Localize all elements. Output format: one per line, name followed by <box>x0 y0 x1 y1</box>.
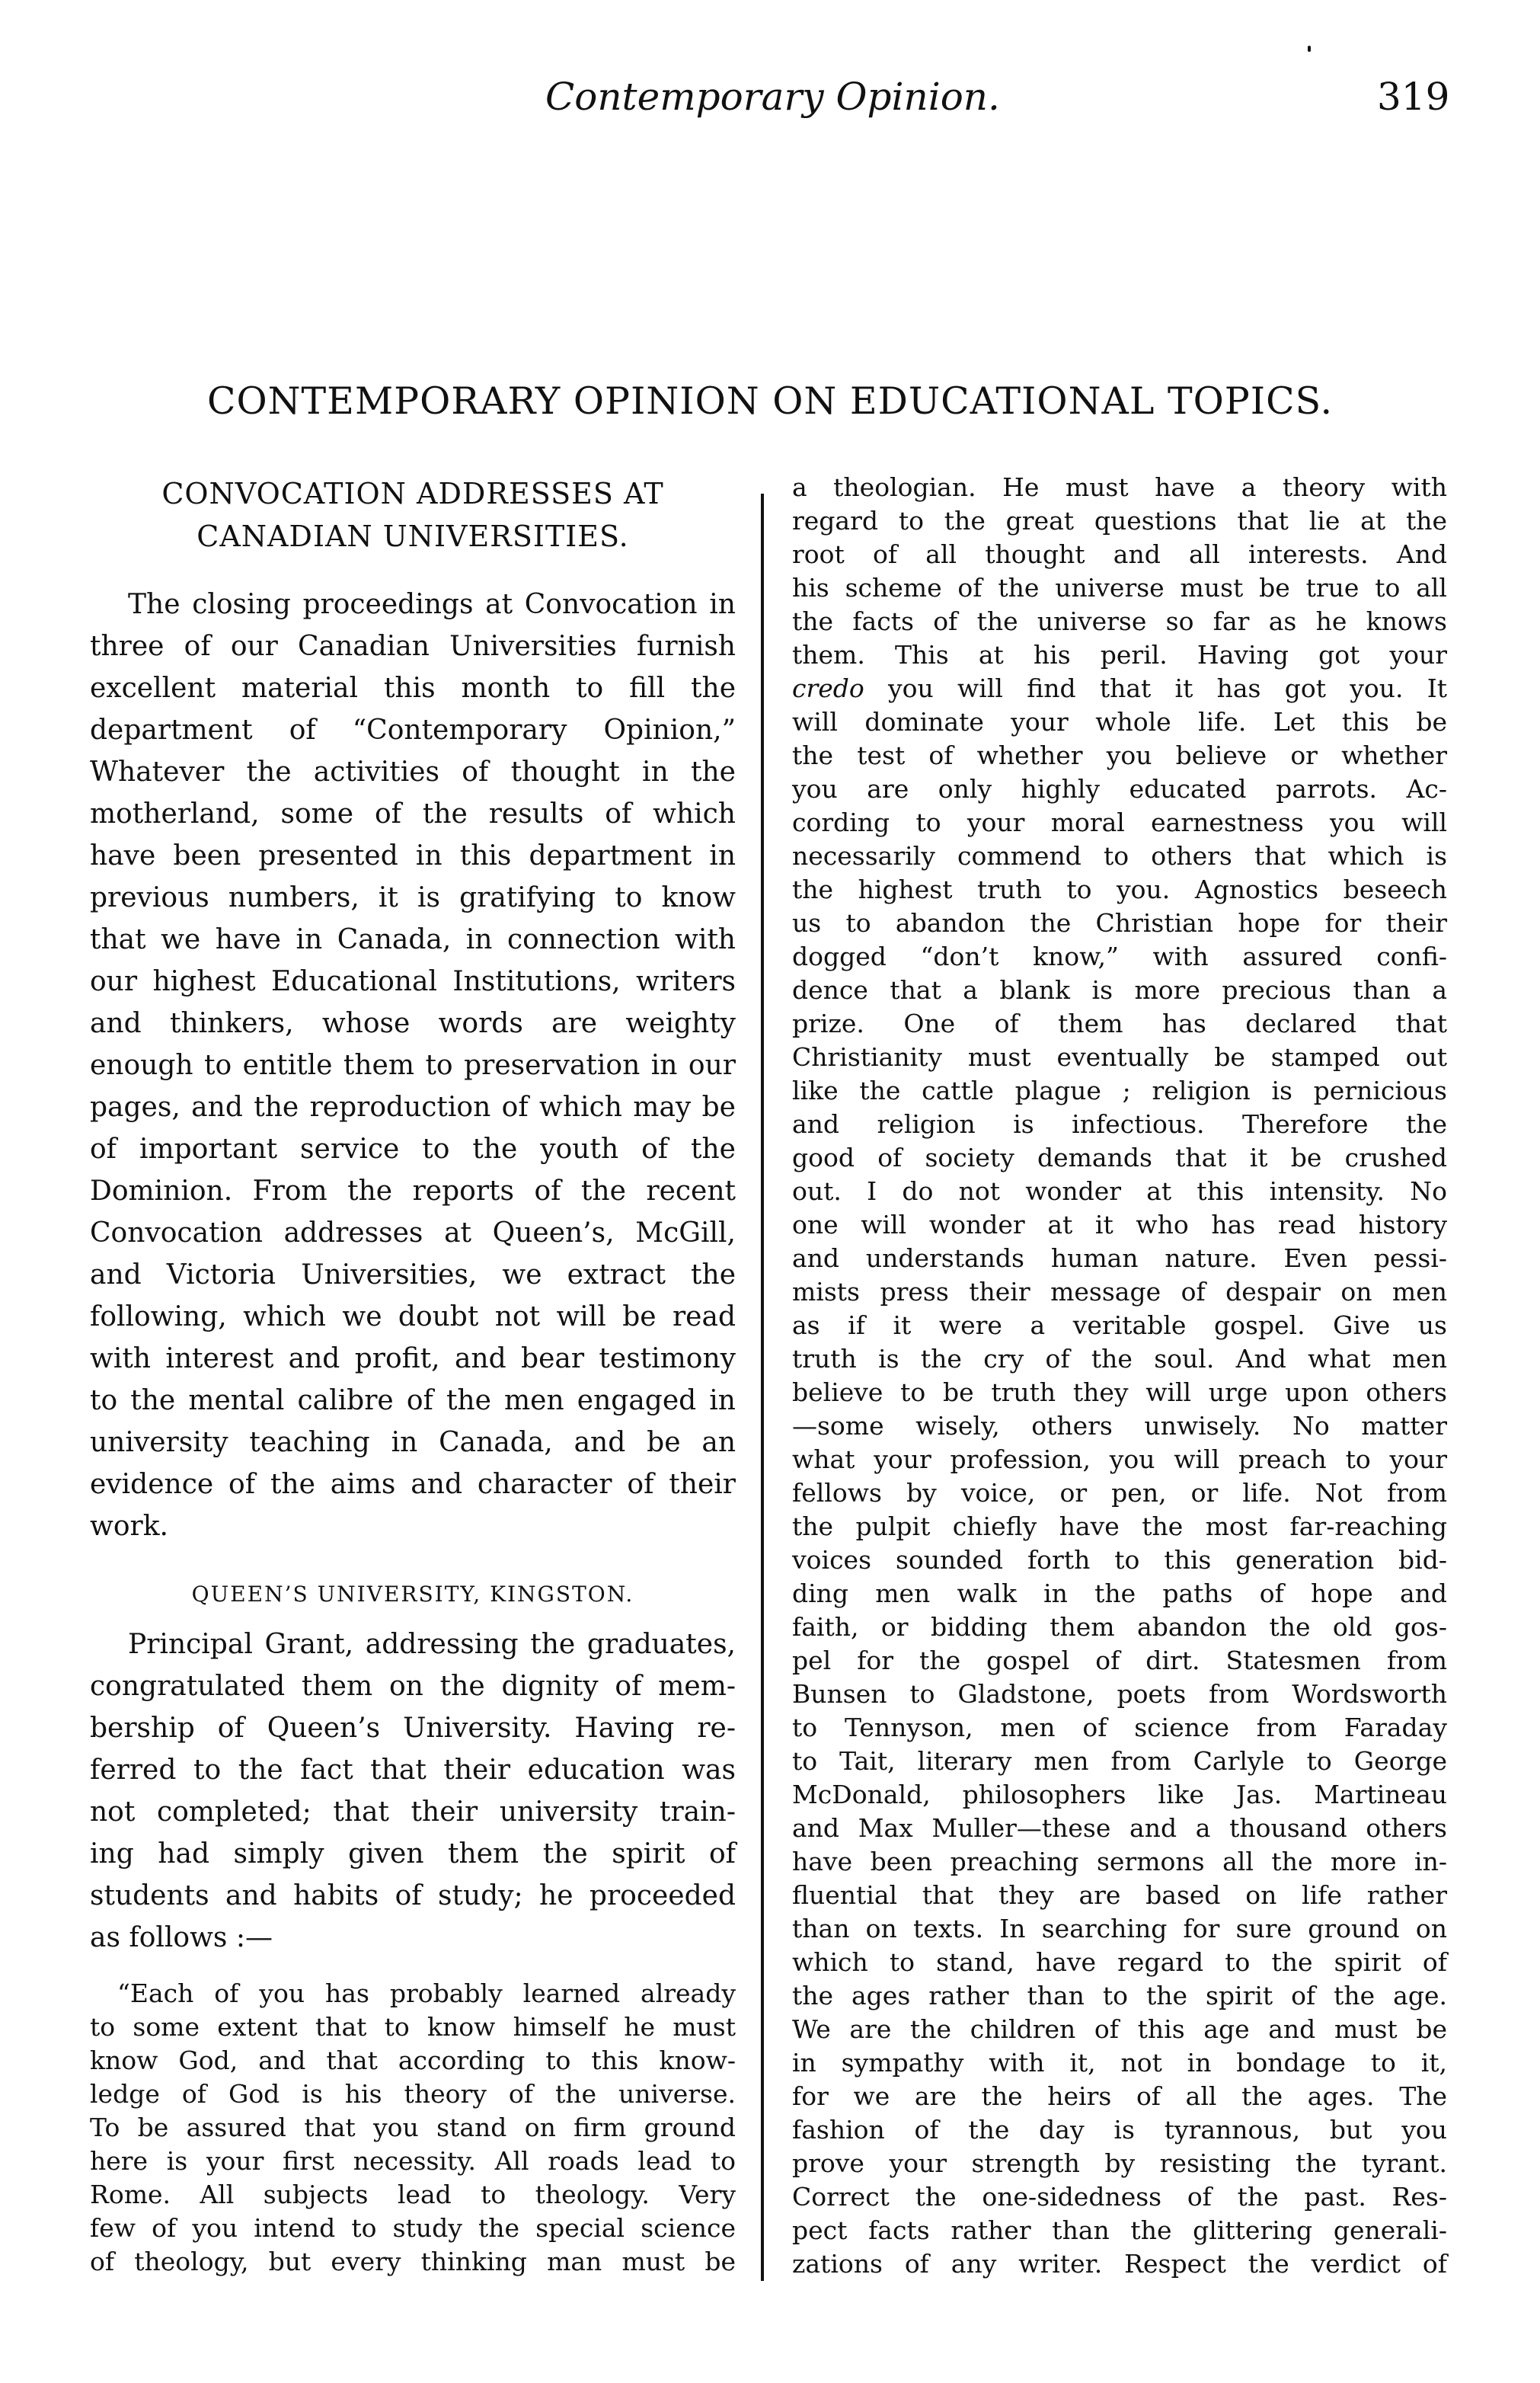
page-number: 319 <box>1377 75 1450 119</box>
text-line <box>792 1946 1447 1979</box>
text-line <box>792 2046 1447 2080</box>
line-text: out. I do not wonder at this intensity. No <box>792 1176 1447 1206</box>
line-text: mists press their message of despair on men <box>792 1277 1447 1307</box>
line-text: and understands human nature. Even pessi- <box>792 1243 1447 1273</box>
line-text: them. This at his peril. Having got your <box>792 640 1447 670</box>
text-line <box>792 1644 1447 1678</box>
text-line <box>792 1778 1447 1812</box>
line-text: his scheme of the universe must be true to all <box>792 573 1447 603</box>
text-line: work. <box>90 1511 168 1542</box>
intro-paragraph <box>90 584 736 1547</box>
line-text: good of society demands that it be crushed <box>792 1143 1447 1172</box>
text-line: following, which we doubt not will be read <box>90 1301 736 1332</box>
section-heading <box>90 472 736 558</box>
text-line <box>792 672 1447 705</box>
text-line: have been presented in this department in <box>90 840 736 872</box>
text-line <box>792 571 1447 605</box>
text-line <box>792 1577 1447 1611</box>
text-line <box>792 940 1447 974</box>
text-line: and thinkers, whose words are weighty <box>90 1008 736 1039</box>
text-line <box>792 1108 1447 1141</box>
line-text: us to abandon the Christian hope for their <box>792 908 1447 938</box>
line-text: for we are the heirs of all the ages. The <box>792 2081 1447 2111</box>
line-text: one will wonder at it who has read history <box>792 1210 1447 1239</box>
line-text: root of all thought and all interests. And <box>792 539 1447 569</box>
text-line: “Each of you has probably learned already <box>117 1978 736 2008</box>
line-text: regard to the great questions that lie at the <box>792 506 1447 536</box>
text-line <box>792 739 1447 772</box>
text-line: Rome. All subjects lead to theology. Very <box>90 2180 736 2209</box>
text-line: pages, and the reproduction of which may be <box>90 1092 736 1123</box>
text-line: The closing proceedings at Convocation in <box>128 589 736 620</box>
text-line: department of “Contemporary Opinion,” <box>90 715 736 746</box>
line-text: faith, or bidding them abandon the old gos- <box>792 1612 1447 1642</box>
line-text: to Tait, literary men from Carlyle to George <box>792 1746 1447 1776</box>
text-line <box>792 1409 1447 1443</box>
text-line: ferred to the fact that their education was <box>90 1754 736 1786</box>
text-line <box>792 1711 1447 1745</box>
line-text: fluential that they are based on life rather <box>792 1880 1447 1910</box>
text-line: congratulated them on the dignity of mem- <box>90 1671 736 1702</box>
text-line <box>792 538 1447 571</box>
text-line <box>792 504 1447 538</box>
text-line: Dominion. From the reports of the recent <box>90 1176 736 1207</box>
text-line <box>792 1476 1447 1510</box>
column-divider <box>761 494 764 2281</box>
right-column <box>792 471 1447 2281</box>
line-text: Christianity must eventually be stamped out <box>792 1042 1447 1072</box>
line-text: the highest truth to you. Agnostics beseech <box>792 875 1447 904</box>
text-line: few of you intend to study the special science <box>90 2213 736 2243</box>
line-text: and Max Muller—these and a thousand others <box>792 1813 1447 1843</box>
line-text: and religion is infectious. Therefore the <box>792 1109 1447 1139</box>
text-line: not completed; that their university train- <box>90 1796 736 1828</box>
text-line <box>792 806 1447 840</box>
line-text: the facts of the universe so far as he knows <box>792 606 1447 636</box>
italic-word: credo <box>792 673 864 703</box>
text-line <box>792 1443 1447 1476</box>
text-line <box>792 1376 1447 1409</box>
text-line: ledge of God is his theory of the universe. <box>90 2079 736 2109</box>
text-line: as follows :— <box>90 1922 273 1953</box>
line-text: dogged “don’t know,” with assured confi- <box>792 942 1447 971</box>
text-line <box>792 1979 1447 2013</box>
text-line: know God, and that according to this know- <box>90 2046 736 2075</box>
grant-paragraph <box>90 1623 736 1959</box>
left-column <box>90 472 736 2279</box>
text-line <box>792 873 1447 907</box>
running-head <box>0 75 1540 128</box>
text-line <box>792 471 1447 504</box>
text-line: to some extent that to know himself he must <box>90 2012 736 2042</box>
line-text: dence that a blank is more precious than a <box>792 975 1447 1005</box>
text-line: and Victoria Universities, we extract the <box>90 1259 736 1291</box>
text-line: students and habits of study; he proceeded <box>90 1880 736 1911</box>
text-line: enough to entitle them to preservation in our <box>90 1050 736 1081</box>
text-line <box>792 2214 1447 2247</box>
line-text: McDonald, philosophers like Jas. Martineau <box>792 1780 1447 1809</box>
text-line: of important service to the youth of the <box>90 1134 736 1165</box>
text-line <box>792 2247 1447 2281</box>
text-line <box>792 1074 1447 1108</box>
text-line <box>792 1745 1447 1778</box>
text-line <box>792 1510 1447 1543</box>
text-line <box>792 1611 1447 1644</box>
line-text: what your profession, you will preach to your <box>792 1444 1447 1474</box>
line-text: in sympathy with it, not in bondage to it, <box>792 2048 1447 2078</box>
text-line <box>792 907 1447 940</box>
text-line: Whatever the activities of thought in the <box>90 756 736 788</box>
line-text: pel for the gospel of dirt. Statesmen from <box>792 1646 1447 1675</box>
text-line <box>792 2147 1447 2180</box>
line-text: We are the children of this age and must be <box>792 2014 1447 2044</box>
line-text: necessarily commend to others that which is <box>792 841 1447 871</box>
line-text: the test of whether you believe or whether <box>792 740 1447 770</box>
text-line <box>792 1912 1447 1946</box>
line-text: like the cattle plague ; religion is pernicious <box>792 1076 1447 1105</box>
line-text: prove your strength by resisting the tyrant. <box>792 2148 1447 2178</box>
text-line <box>792 1879 1447 1912</box>
line-text: believe to be truth they will urge upon others <box>792 1377 1447 1407</box>
line-text: cording to your moral earnestness you will <box>792 808 1447 837</box>
text-line <box>792 1678 1447 1711</box>
text-line <box>792 1041 1447 1074</box>
text-line <box>792 840 1447 873</box>
text-line <box>792 1812 1447 1845</box>
text-line <box>792 1845 1447 1879</box>
text-line <box>792 772 1447 806</box>
section-heading-line-1: CONVOCATION ADDRESSES AT <box>161 477 664 510</box>
text-line <box>792 1275 1447 1309</box>
text-line: here is your first necessity. All roads lead to <box>90 2146 736 2176</box>
line-text: as if it were a veritable gospel. Give us <box>792 1310 1447 1340</box>
page-title: CONTEMPORARY OPINION ON EDUCATIONAL TOPICS. <box>206 379 1334 423</box>
text-line: our highest Educational Institutions, writers <box>90 966 736 997</box>
text-line: To be assured that you stand on firm ground <box>90 2113 736 2142</box>
line-text: will dominate your whole life. Let this be <box>792 707 1447 737</box>
line-text: zations of any writer. Respect the verdict of <box>792 2249 1447 2279</box>
line-text: you are only highly educated parrots. Ac- <box>792 774 1447 804</box>
section-heading-line-2: CANADIAN UNIVERSITIES. <box>196 520 629 553</box>
line-text: —some wisely, others unwisely. No matter <box>792 1411 1447 1441</box>
text-line: to the mental calibre of the men engaged in <box>90 1385 736 1416</box>
line-text: fellows by voice, or pen, or life. Not from <box>792 1478 1447 1508</box>
text-line: that we have in Canada, in connection with <box>90 924 736 955</box>
line-text: which to stand, have regard to the spirit of <box>792 1947 1447 1977</box>
text-line <box>792 705 1447 739</box>
text-line: excellent material this month to fill the <box>90 673 736 704</box>
line-text: truth is the cry of the soul. And what men <box>792 1344 1447 1374</box>
line-text: ding men walk in the paths of hope and <box>792 1579 1447 1608</box>
line-text: the ages rather than to the spirit of the age. <box>792 1981 1447 2010</box>
line-text: have been preaching sermons all the more in- <box>792 1847 1447 1876</box>
line-text: fashion of the day is tyrannous, but you <box>792 2115 1447 2145</box>
line-text: to Tennyson, men of science from Faraday <box>792 1713 1447 1742</box>
text-line <box>792 2113 1447 2147</box>
text-line <box>792 1175 1447 1208</box>
text-line <box>792 1141 1447 1175</box>
text-line: of theology, but every thinking man must be <box>90 2247 736 2276</box>
text-line: ing had simply given them the spirit of <box>90 1838 736 1870</box>
text-line <box>792 638 1447 672</box>
text-line: Principal Grant, addressing the graduates, <box>128 1629 736 1660</box>
text-line: Convocation addresses at Queen’s, McGill, <box>90 1217 736 1249</box>
quote-paragraph <box>90 1977 736 2279</box>
text-line <box>792 2180 1447 2214</box>
line-text: pect facts rather than the glittering generali- <box>792 2215 1447 2245</box>
text-line <box>792 1543 1447 1577</box>
text-line <box>792 974 1447 1007</box>
line-text: prize. One of them has declared that <box>792 1009 1447 1038</box>
text-line <box>792 2080 1447 2113</box>
text-line: bership of Queen’s University. Having re- <box>90 1713 736 1744</box>
text-line: previous numbers, it is gratifying to know <box>90 882 736 913</box>
text-line: motherland, some of the results of which <box>90 798 736 830</box>
text-line <box>792 1309 1447 1342</box>
line-text: you will find that it has got you. It <box>864 673 1447 703</box>
text-line <box>792 605 1447 638</box>
text-line: university teaching in Canada, and be an <box>90 1427 736 1458</box>
scan-speck <box>1308 46 1311 52</box>
line-text: Bunsen to Gladstone, poets from Wordsworth <box>792 1679 1447 1709</box>
line-text: the pulpit chiefly have the most far-reaching <box>792 1511 1447 1541</box>
line-text: than on texts. In searching for sure ground on <box>792 1914 1447 1943</box>
text-line: with interest and profit, and bear testimony <box>90 1343 736 1374</box>
running-title: Contemporary Opinion. <box>545 75 1000 119</box>
text-line <box>792 1208 1447 1242</box>
text-line <box>792 2013 1447 2046</box>
text-line <box>792 1342 1447 1376</box>
text-line <box>792 1007 1447 1041</box>
line-text: voices sounded forth to this generation bid- <box>792 1545 1447 1575</box>
text-line: evidence of the aims and character of their <box>90 1469 736 1500</box>
line-text: a theologian. He must have a theory with <box>792 472 1447 502</box>
text-line: three of our Canadian Universities furnish <box>90 631 736 662</box>
line-text: Correct the one-sidedness of the past. Res- <box>792 2182 1447 2212</box>
text-line <box>792 1242 1447 1275</box>
subsection-heading: QUEEN’S UNIVERSITY, KINGSTON. <box>191 1582 634 1607</box>
